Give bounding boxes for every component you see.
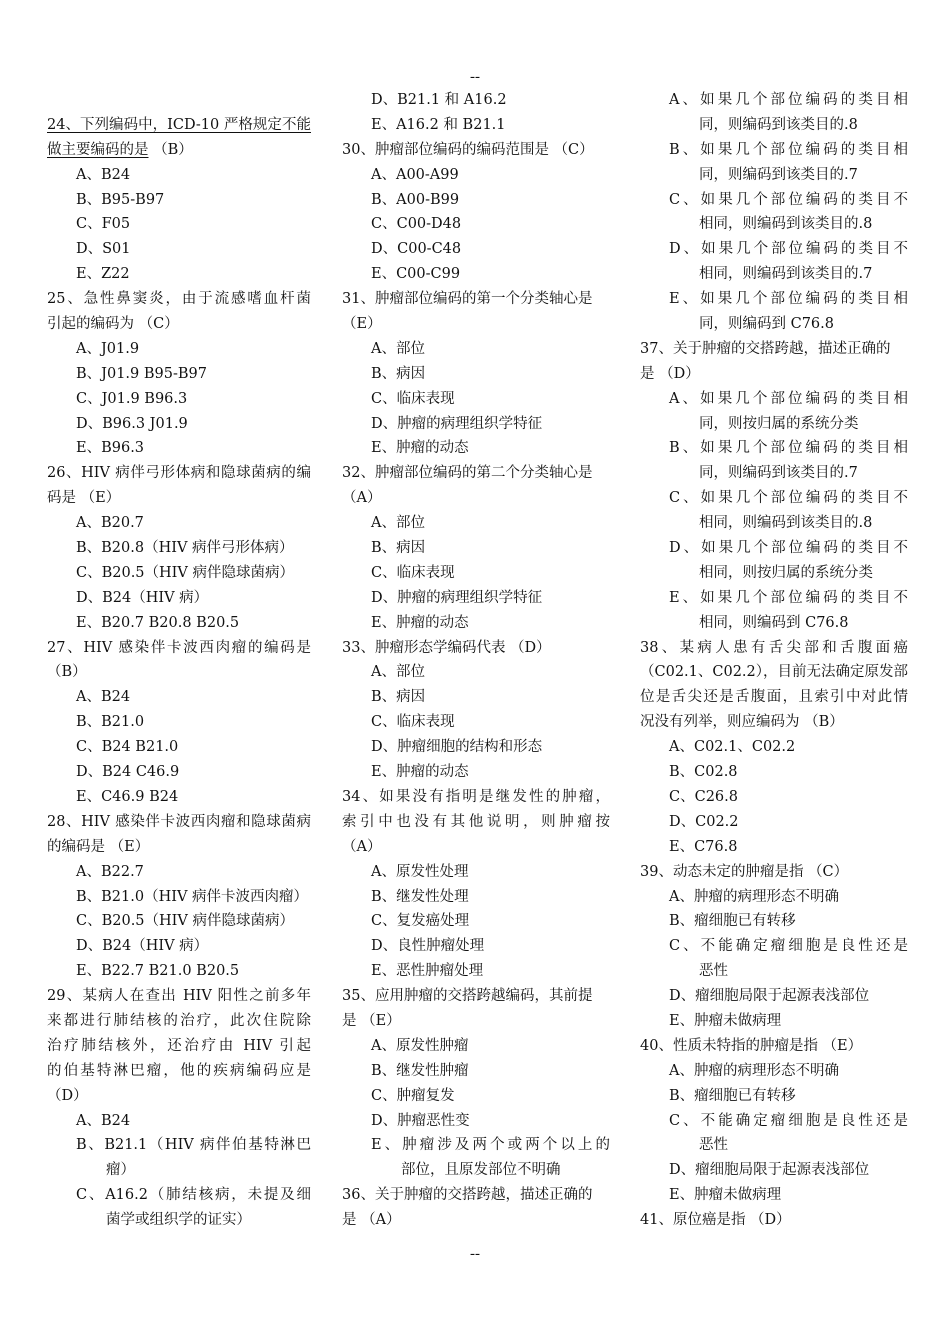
option-line: A、B24: [76, 689, 131, 706]
option-continuation-line: 同，则按归属的系统分类: [699, 415, 859, 432]
question-line: （C02.1、C02.2），目前无法确定原发部: [640, 664, 908, 681]
option-line: B、继发性处理: [371, 888, 469, 905]
option-line: C、如果几个部位编码的类目不: [669, 490, 908, 507]
question-line: 是 （E）: [342, 1012, 401, 1029]
option-line: A、如果几个部位编码的类目相: [669, 92, 908, 108]
option-line: B、J01.9 B95-B97: [76, 365, 207, 382]
option-line: A、B24: [76, 166, 131, 183]
option-line: B、B20.8（HIV 病伴弓形体病）: [76, 540, 294, 557]
option-line: A、原发性处理: [371, 863, 469, 880]
option-line: B、B21.0（HIV 病伴卡波西肉瘤）: [76, 888, 309, 905]
question-line: （A）: [342, 490, 382, 507]
question-line: 位是舌尖还是舌腹面，且索引中对此情: [640, 689, 908, 706]
option-line: B、病因: [371, 689, 426, 706]
option-line: C、B24 B21.0: [76, 739, 179, 756]
option-line: C、不能确定瘤细胞是良性还是: [669, 1112, 908, 1129]
option-line: C、B20.5（HIV 病伴隐球菌病）: [76, 564, 294, 581]
option-line: A、B22.7: [76, 863, 144, 880]
option-continuation-line: 恶性: [699, 1137, 728, 1154]
option-line: A、B20.7: [76, 515, 144, 532]
question-line: 来都进行肺结核的治疗，此次住院除: [47, 1012, 311, 1029]
option-line: E、肿瘤的动态: [371, 614, 469, 631]
question-line: 26、HIV 病伴弓形体病和隐球菌病的编: [47, 465, 311, 482]
option-continuation-line: 菌学或组织学的证实）: [106, 1212, 251, 1229]
question-line: 34、如果没有指明是继发性的肿瘤，: [342, 788, 610, 805]
question-line: 30、肿瘤部位编码的编码范围是 （C）: [342, 141, 594, 158]
question-line: 是 （D）: [640, 365, 700, 382]
option-line: A、B24: [76, 1112, 131, 1129]
option-line: C、J01.9 B96.3: [76, 390, 188, 407]
question-line: 27、HIV 感染伴卡波西肉瘤的编码是: [47, 639, 311, 656]
question-line: （D）: [47, 1087, 88, 1104]
option-continuation-line: 相同，则编码到该类目的.8: [699, 515, 873, 532]
option-line: B、A00-B99: [371, 191, 460, 208]
option-line: B、瘤细胞已有转移: [669, 1087, 796, 1104]
option-line: D、B24（HIV 病）: [76, 589, 209, 606]
question-line: 况没有列举，则应编码为 （B）: [640, 714, 844, 731]
option-line: B、B21.1（HIV 病伴伯基特淋巴: [76, 1137, 311, 1154]
option-line: C、如果几个部位编码的类目不: [669, 191, 908, 208]
option-line: E、Z22: [76, 266, 130, 283]
option-continuation-line: 相同，则编码到该类目的.8: [699, 216, 873, 233]
question-line: 36、关于肿瘤的交搭跨越，描述正确的: [342, 1187, 593, 1204]
option-line: C、临床表现: [371, 564, 455, 581]
option-line: D、肿瘤细胞的结构和形态: [371, 739, 543, 756]
question-line: 32、肿瘤部位编码的第二个分类轴心是: [342, 465, 593, 482]
question-line: 33、肿瘤形态学编码代表 （D）: [342, 639, 551, 656]
option-line: D、瘤细胞局限于起源表浅部位: [669, 1162, 870, 1179]
option-line: C、复发癌处理: [371, 913, 470, 930]
page-top-mark: --: [470, 69, 480, 85]
question-line: （E）: [342, 316, 382, 333]
question-line: 31、肿瘤部位编码的第一个分类轴心是: [342, 291, 593, 308]
question-line: 码是 （E）: [47, 490, 121, 507]
option-continuation-line: 相同，则编码到该类目的.7: [699, 266, 873, 283]
option-line: C、临床表现: [371, 714, 455, 731]
question-line: 35、应用肿瘤的交搭跨越编码，其前提: [342, 988, 593, 1005]
option-line: D、肿瘤的病理组织学特征: [371, 589, 543, 606]
option-line: A、部位: [371, 340, 425, 357]
underlined-text: 做主要编码的是: [47, 141, 149, 158]
question-line: 引起的编码为 （C）: [47, 316, 179, 333]
option-line: A、如果几个部位编码的类目相: [669, 390, 908, 407]
question-line: 的编码是 （E）: [47, 838, 150, 855]
question-line: 索引中也没有其他说明，则肿瘤按: [342, 813, 610, 830]
option-line: D、B24（HIV 病）: [76, 938, 209, 955]
option-line: A、A00-A99: [371, 166, 459, 183]
option-continuation-line: 部位，且原发部位不明确: [401, 1162, 561, 1179]
option-line: B、C02.8: [669, 764, 738, 781]
question-line: 37、关于肿瘤的交搭跨越，描述正确的: [640, 340, 891, 357]
option-line: C、C00-D48: [371, 216, 462, 233]
question-line: 做主要编码的是 （B）: [47, 141, 193, 158]
question-line: 是 （A）: [342, 1212, 401, 1229]
option-line: B、如果几个部位编码的类目相: [669, 141, 908, 158]
option-line: D、如果几个部位编码的类目不: [669, 540, 908, 557]
question-line: （A）: [342, 838, 382, 855]
option-line: C、B20.5（HIV 病伴隐球菌病）: [76, 913, 294, 930]
option-line: B、B21.0: [76, 714, 145, 731]
option-line: E、C76.8: [669, 838, 738, 855]
question-line: 28、HIV 感染伴卡波西肉瘤和隐球菌病: [47, 813, 311, 830]
question-line: 25、急性鼻窦炎，由于流感嗜血杆菌: [47, 291, 311, 308]
page-bottom-mark: --: [470, 1246, 480, 1262]
question-line: 治疗肺结核外，还治疗由 HIV 引起: [47, 1037, 311, 1054]
option-line: E、C00-C99: [371, 266, 461, 283]
question-line: （B）: [47, 664, 87, 681]
option-line: D、良性肿瘤处理: [371, 938, 485, 955]
question-line: 38、某病人患有舌尖部和舌腹面癌: [640, 639, 908, 656]
question-line: 39、动态未定的肿瘤是指 （C）: [640, 863, 849, 880]
option-continuation-line: 相同，则按归属的系统分类: [699, 564, 873, 581]
option-line: C、A16.2（肺结核病，未提及细: [76, 1187, 311, 1204]
option-line: B、B95-B97: [76, 191, 165, 208]
question-line: 29、某病人在查出 HIV 阳性之前多年: [47, 988, 311, 1005]
option-line: C、F05: [76, 216, 131, 233]
option-continuation-line: 恶性: [699, 963, 728, 980]
option-line: A、肿瘤的病理形态不明确: [669, 1062, 839, 1079]
option-line: E、肿瘤未做病理: [669, 1187, 782, 1204]
column-2: [342, 88, 610, 1233]
option-continuation-line: 同，则编码到该类目的.7: [699, 465, 858, 482]
option-line: E、A16.2 和 B21.1: [371, 116, 506, 133]
option-continuation-line: 同，则编码到该类目的.8: [699, 116, 858, 133]
option-line: D、肿瘤恶性变: [371, 1112, 470, 1129]
question-line: 24、下列编码中，ICD-10 严格规定不能: [47, 116, 311, 133]
option-line: A、肿瘤的病理形态不明确: [669, 888, 839, 905]
option-line: C、C26.8: [669, 788, 738, 805]
question-line: [47, 88, 311, 113]
option-line: A、部位: [371, 515, 425, 532]
option-line: B、病因: [371, 540, 426, 557]
option-line: E、C46.9 B24: [76, 788, 179, 805]
option-line: A、J01.9: [76, 340, 140, 357]
question-line: 40、性质未特指的肿瘤是指 （E）: [640, 1037, 863, 1054]
question-line: 41、原位癌是指 （D）: [640, 1212, 791, 1229]
option-line: E、肿瘤未做病理: [669, 1012, 782, 1029]
option-line: C、不能确定瘤细胞是良性还是: [669, 938, 908, 955]
option-line: D、如果几个部位编码的类目不: [669, 241, 908, 258]
column-3: [640, 88, 908, 1233]
option-line: D、B96.3 J01.9: [76, 415, 188, 432]
option-line: C、临床表现: [371, 390, 455, 407]
option-continuation-line: 相同，则编码到 C76.8: [699, 614, 849, 631]
question-line: 的伯基特淋巴瘤，他的疾病编码应是: [47, 1062, 311, 1079]
option-line: D、C02.2: [669, 813, 739, 830]
option-continuation-line: 同，则编码到该类目的.7: [699, 166, 858, 183]
option-line: B、病因: [371, 365, 426, 382]
option-line: E、B22.7 B21.0 B20.5: [76, 963, 240, 980]
option-line: E、B20.7 B20.8 B20.5: [76, 614, 240, 631]
option-line: E、如果几个部位编码的类目相: [669, 291, 908, 308]
option-line: D、肿瘤的病理组织学特征: [371, 415, 543, 432]
option-line: D、瘤细胞局限于起源表浅部位: [669, 988, 870, 1005]
option-line: D、B24 C46.9: [76, 764, 180, 781]
option-line: D、C00-C48: [371, 241, 462, 258]
option-line: E、肿瘤的动态: [371, 440, 469, 457]
option-continuation-line: 同，则编码到 C76.8: [699, 316, 834, 333]
option-line: B、继发性肿瘤: [371, 1062, 469, 1079]
option-line: E、B96.3: [76, 440, 145, 457]
option-line: A、部位: [371, 664, 425, 681]
option-line: C、肿瘤复发: [371, 1087, 455, 1104]
option-line: A、C02.1、C02.2: [669, 739, 796, 756]
option-line: E、如果几个部位编码的类目不: [669, 589, 908, 606]
column-1: [47, 88, 311, 1233]
option-line: E、肿瘤涉及两个或两个以上的: [371, 1137, 610, 1154]
option-line: E、恶性肿瘤处理: [371, 963, 484, 980]
option-line: A、原发性肿瘤: [371, 1037, 469, 1054]
option-line: B、如果几个部位编码的类目相: [669, 440, 908, 457]
option-line: D、B21.1 和 A16.2: [371, 92, 507, 108]
option-line: D、S01: [76, 241, 131, 258]
option-line: B、瘤细胞已有转移: [669, 913, 796, 930]
option-line: E、肿瘤的动态: [371, 764, 469, 781]
option-continuation-line: 瘤）: [106, 1162, 135, 1179]
